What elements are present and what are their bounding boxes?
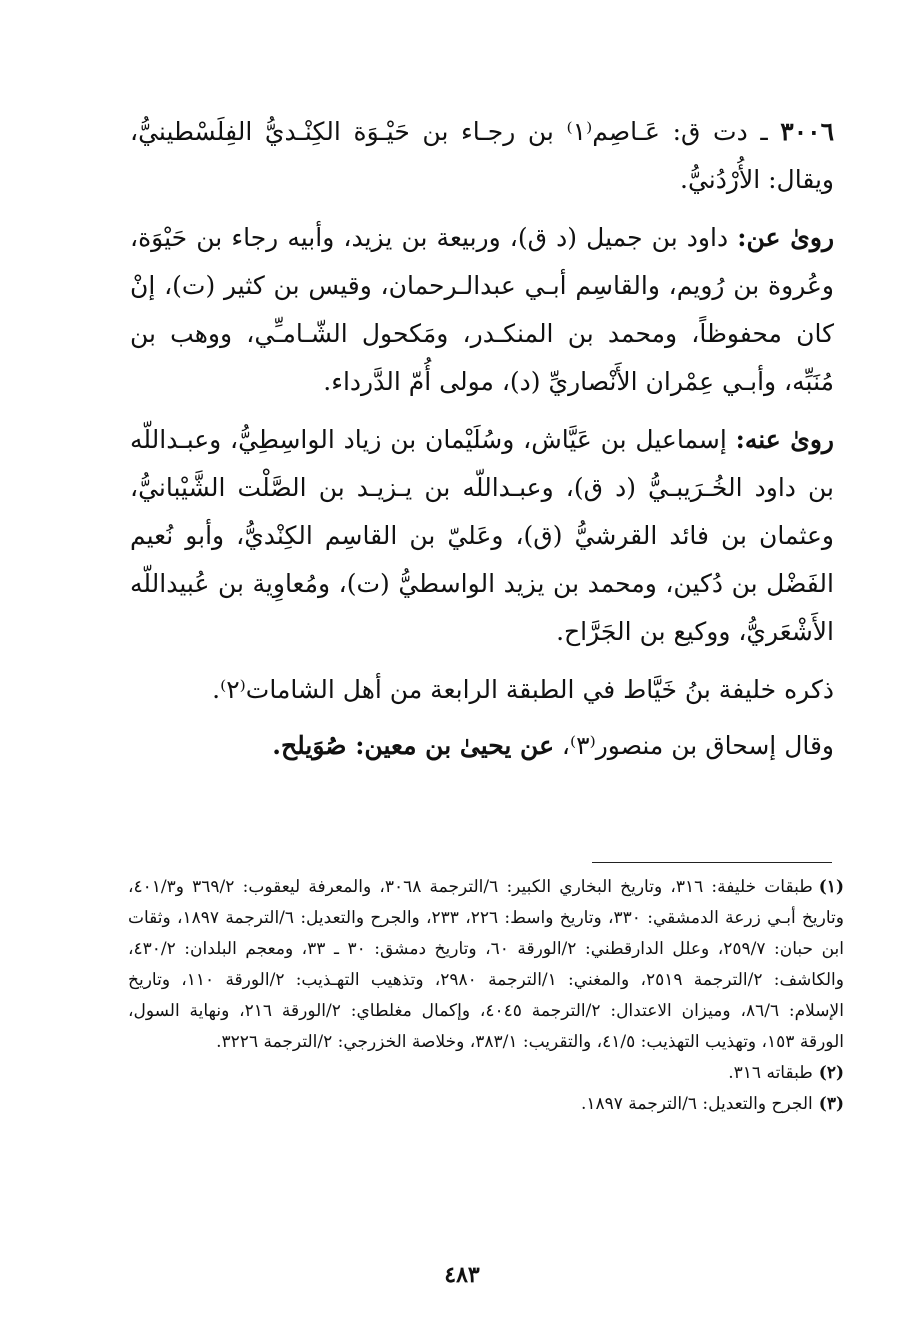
footnote-2 (128, 1058, 844, 1089)
main-text (130, 108, 834, 770)
page-number: ٤٨٣ (444, 1262, 480, 1288)
entry-number: ٣٠٠٦ (780, 117, 834, 146)
footnote-number: (١) (818, 877, 844, 897)
narrated-from-text: داود بن جميل (د ق)، وربيعة بن يزيد، وأبيه رجاء بن حَيْوَة، وعُروة بن رُويم، والقاسِم أبـي عبدالـرحمان، وقيس بن كثير (ت)، إنْ كان محفوظاً، ومحمد بن المنكـدر، ومَكحول الشّـامـِّي، ووهب بن مُنَبِّه، وأبـي عِمْران الأَنْصاريِّ (د)، مولى أُمّ الدَّرداء. (130, 223, 834, 396)
narrated-by-paragraph (130, 416, 834, 656)
footnote-number: (٢) (818, 1063, 844, 1083)
ishaq-line (130, 722, 834, 770)
narrated-by-text: إسماعيل بن عَيَّاش، وسُلَيْمان بن زياد الواسِطِيُّ، وعبـداللّه بن داود الخُـرَيبـيُّ (د ق)، وعبـداللّه بن يـزيـد بن الصَّلْت الشَّيْبانيُّ، وعثمان بن فائد القرشيُّ (ق)، وعَليّ بن القاسِم الكِنْديُّ، وأبو نُعيم الفَضْل بن دُكين، ومحمد بن يزيد الواسطيُّ (ت)، ومُعاوِية بن عُبيداللّه الأَشْعَريُّ، ووكيع بن الجَرَّاح. (130, 425, 834, 646)
entry-heading (130, 108, 834, 204)
footnote-text: الجرح والتعديل: ٦/الترجمة ١٨٩٧. (580, 1094, 813, 1114)
mention-line: ذكره خليفة بنُ خَيَّاط في الطبقة الرابعة من أهل الشامات⁽٢⁾. (212, 675, 834, 704)
narrated-from-label: روىٰ عن: (737, 223, 835, 252)
footnote-3 (128, 1089, 844, 1120)
entry-text: ـ دت ق: عَـاصِم⁽١⁾ بن رجـاء بن حَيْـوَة الكِنْـديُّ الفِلَسْطينيُّ، ويقال: الأُرْدُنيُّ. (130, 117, 834, 194)
narrated-from-paragraph (130, 214, 834, 406)
footnote-text: طبقاته ٣١٦. (728, 1063, 813, 1083)
ishaq-bold: عن يحيىٰ بن معين: صُوَيلح. (272, 731, 554, 760)
ishaq-prefix: وقال إسحاق بن منصور⁽٣⁾، (553, 731, 834, 760)
footnote-number: (٣) (818, 1094, 844, 1114)
footnote-text: طبقات خليفة: ٣١٦، وتاريخ البخاري الكبير: ٦/الترجمة ٣٠٦٨، والمعرفة ليعقوب: ٣٦٩/٢ و٤٠١/٣، وتاريخ أبـي زرعة الدمشقي: ٣٣٠، وتاريخ واسط: ٢٢٦، ٢٣٣، والجرح والتعديل: ٦/الترجمة ١٨٩٧، وثقات ابن حبان: ٢٥٩/٧، وعلل الدارقطني: ٢/الورقة ٦٠، وتاريخ دمشق: ٣٠ ـ ٣٣، ومعجم البلدان: ٤٣٠/٢، والكاشف: ٢/الترجمة ٢٥١٩، والمغني: ١/الترجمة ٢٩٨٠، وتذهيب التهـذيب: ٢/الورقة ١١٠، وتاريخ الإسلام: ٨٦/٦، وميزان الاعتدال: ٢/الترجمة ٤٠٤٥، وإكمال مغلطاي: ٢/الورقة ٢١٦، ونهاية السول، الورقة ١٥٣، وتهذيب التهذيب: ٤١/٥، والتقريب: ٣٨٣/١، وخلاصة الخزرجي: ٢/الترجمة ٣٢٢٦. (128, 877, 844, 1052)
footnote-separator (592, 862, 832, 863)
narrated-by-label: روىٰ عنه: (735, 425, 835, 454)
footnotes (128, 872, 844, 1120)
footnote-1 (128, 872, 844, 1058)
